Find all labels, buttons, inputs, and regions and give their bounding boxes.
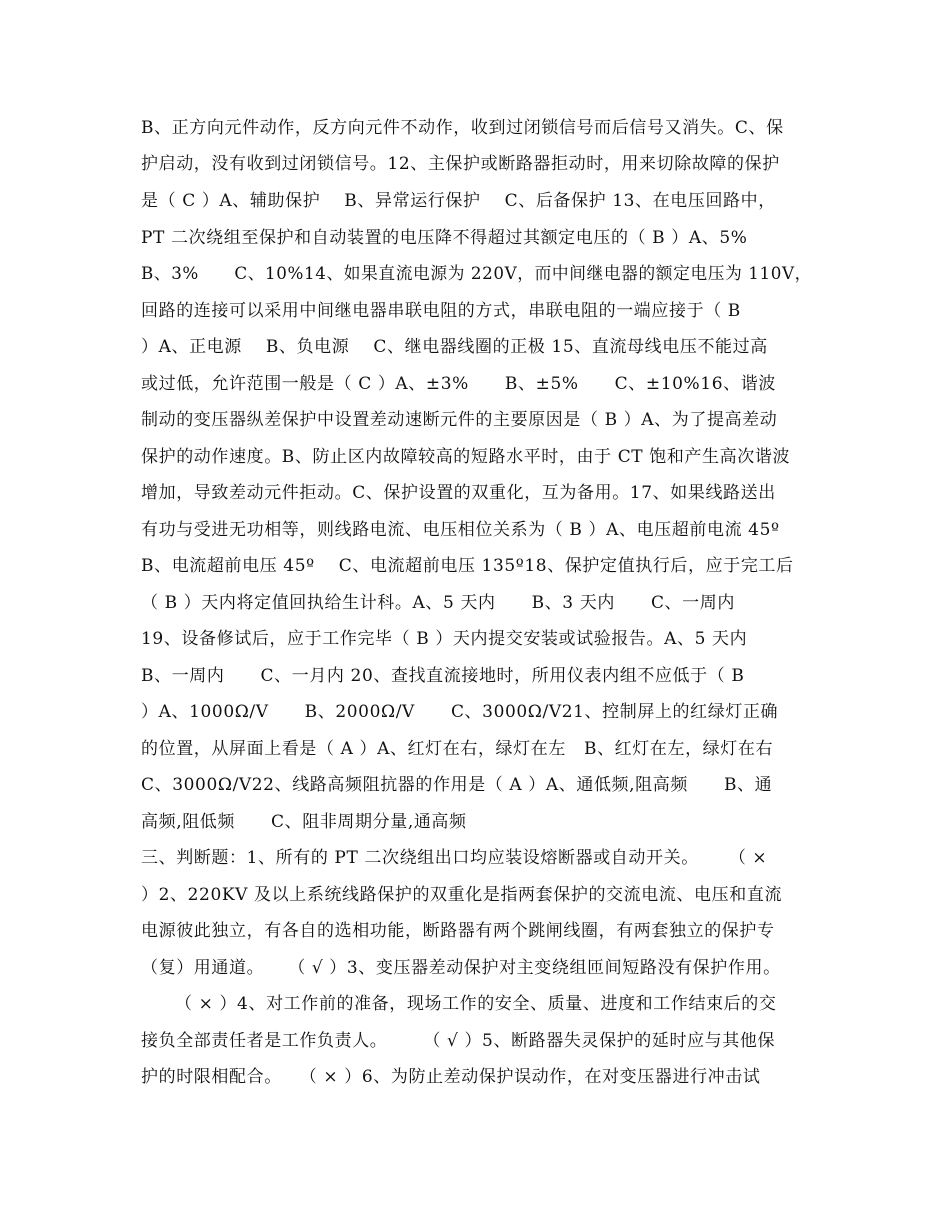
text-line: （ × ）4、对工作前的准备，现场工作的安全、质量、进度和工作结束后的交 [175,994,777,1014]
text-line: 电源彼此独立，有各自的选相功能，断路器有两个跳闸线圈，有两套独立的保护专 [141,921,775,941]
text-line: B、一周内 C、一月内 20、查找直流接地时，所用仪表内组不应低于（ B [141,666,745,686]
text-line: 高频,阻低频 C、阻非周期分量,通高频 [141,812,467,832]
text-line: ）A、正电源 B、负电源 C、继电器线圈的正极 15、直流母线电压不能过高 [141,337,768,357]
text-line: 19、设备修试后，应于工作完毕（ B ）天内提交安装或试验报告。A、5 天内 [141,629,748,649]
text-line: 的位置，从屏面上看是（ A ）A、红灯在右，绿灯在左 B、红灯在左，绿灯在右 [141,739,774,759]
text-line: 回路的连接可以采用中间继电器串联电阻的方式，串联电阻的一端应接于（ B [141,301,741,321]
text-line: 三、判断题：1、所有的 PT 二次绕组出口均应装设熔断器或自动开关。 （ × [141,848,768,868]
text-line: 或过低，允许范围一般是（ C ）A、±3% B、±5% C、±10%16、谐波 [141,374,776,394]
text-line: PT 二次绕组至保护和自动装置的电压降不得超过其额定电压的（ B ）A、5% [141,228,748,248]
text-line: 护的时限相配合。 （ × ）6、为防止差动保护误动作，在对变压器进行冲击试 [141,1067,761,1087]
text-line: 制动的变压器纵差保护中设置差动速断元件的主要原因是（ B ）A、为了提高差动 [141,410,778,430]
text-line: 护启动，没有收到过闭锁信号。12、主保护或断路器拒动时，用来切除故障的保护 [141,154,780,174]
text-line: B、电流超前电压 45º C、电流超前电压 135º18、保护定值执行后，应于完工后 [141,556,794,576]
text-line: C、3000Ω/V22、线路高频阻抗器的作用是（ A ）A、通低频,阻高频 B、通 [141,775,773,795]
text-line: 是（ C ）A、辅助保护 B、异常运行保护 C、后备保护 13、在电压回路中， [141,191,776,211]
text-line: 有功与受进无功相等，则线路电流、电压相位关系为（ B ）A、电压超前电流 45º [141,520,780,540]
text-line: 增加，导致差动元件拒动。C、保护设置的双重化，互为备用。17、如果线路送出 [141,483,776,503]
text-line: ）2、220KV 及以上系统线路保护的双重化是指两套保护的交流电流、电压和直流 [141,885,783,905]
text-line: 保护的动作速度。B、防止区内故障较高的短路水平时，由于 CT 饱和产生高次谐波 [141,447,791,467]
text-line: B、3% C、10%14、如果直流电源为 220V，而中间继电器的额定电压为 110V， [141,264,812,284]
text-line: 接负全部责任者是工作负责人。 （ √ ）5、断路器失灵保护的延时应与其他保 [141,1031,776,1051]
text-line: B、正方向元件动作，反方向元件不动作，收到过闭锁信号而后信号又消失。C、保 [141,118,784,138]
text-line: ）A、1000Ω/V B、2000Ω/V C、3000Ω/V21、控制屏上的红绿灯正确 [141,702,779,722]
text-line: （复）用通道。 （ √ ）3、变压器差动保护对主变绕组匝间短路没有保护作用。 [141,958,781,978]
text-line: （ B ）天内将定值回执给生计科。A、5 天内 B、3 天内 C、一周内 [141,593,735,613]
